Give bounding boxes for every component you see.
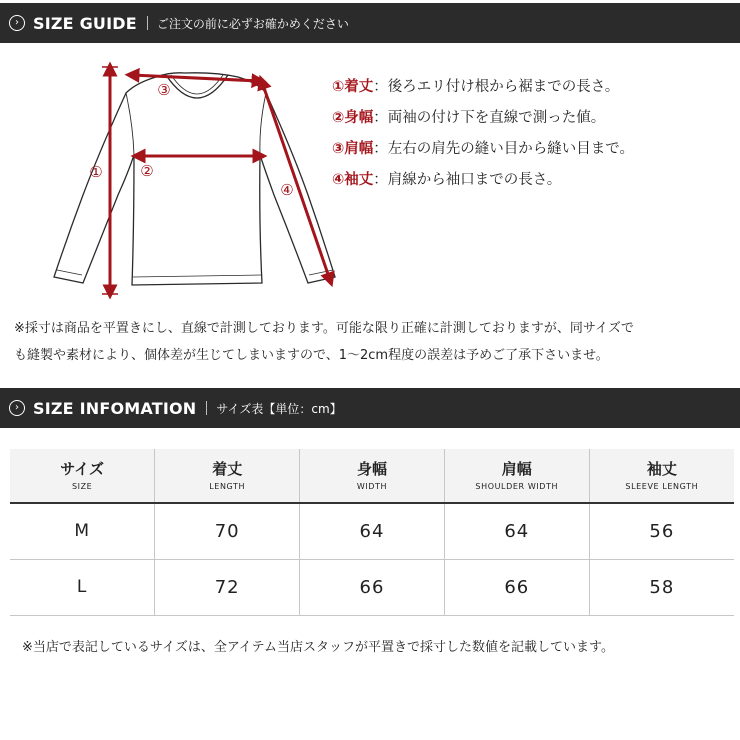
- garment-diagram: [40, 55, 340, 305]
- legend-item-length: ①着丈 ：後ろエリ付け根から裾までの長さ。: [332, 79, 620, 95]
- cell-shoulder-width: 66: [444, 559, 589, 615]
- table-row: [10, 503, 734, 559]
- size-table-header-row: [10, 449, 734, 503]
- size-information-title: SIZE INFOMATION: [33, 398, 197, 418]
- measurement-note: [14, 315, 734, 369]
- size-guide-subtitle: ご注文の前に必ずお確かめください: [156, 16, 349, 31]
- label-length: ①: [89, 163, 103, 181]
- size-information-header: [0, 388, 740, 428]
- long-sleeve-shirt-illustration: [40, 55, 340, 305]
- header-sleeve-length: 袖丈 SLEEVE LENGTH: [589, 449, 734, 503]
- table-row: [10, 559, 734, 615]
- measurement-note-line-1: ※採寸は商品を平置きにし、直線で計測しております。可能な限り正確に計測しておりますが、同サイズで: [14, 321, 634, 336]
- header-shoulder-width: 肩幅 SHOULDER WIDTH: [444, 449, 589, 503]
- header-divider: [147, 16, 148, 30]
- header-divider: [206, 401, 207, 415]
- legend-item-width: ②身幅 ：両袖の付け下を直線で測った値。: [332, 110, 606, 126]
- cell-size: M: [10, 503, 155, 559]
- header-size: サイズ SIZE: [10, 449, 155, 503]
- chevron-right-icon: ›: [9, 15, 25, 31]
- cell-width: 66: [300, 559, 445, 615]
- cell-size: L: [10, 559, 155, 615]
- chevron-right-icon: ›: [9, 400, 25, 416]
- label-sleeve: ④: [280, 181, 294, 199]
- label-shoulder: ③: [157, 81, 171, 99]
- measurement-legend: [332, 70, 634, 194]
- cell-length: 72: [155, 559, 300, 615]
- cell-length: 70: [155, 503, 300, 559]
- header-length: 着丈 LENGTH: [155, 449, 300, 503]
- size-guide-header: [0, 3, 740, 43]
- measurement-note-line-2: も縫製や素材により、個体差が生じてしまいますので、1〜2cm程度の誤差は予めご了承下さいませ。: [14, 348, 609, 363]
- size-table: [10, 449, 734, 616]
- cell-width: 64: [300, 503, 445, 559]
- cell-sleeve-length: 56: [589, 503, 734, 559]
- legend-item-sleeve: ④袖丈 ：肩線から袖口までの長さ。: [332, 172, 562, 188]
- size-information-subtitle: サイズ表【単位：cm】: [216, 401, 342, 416]
- size-guide-title: SIZE GUIDE: [33, 13, 137, 33]
- header-width: 身幅 WIDTH: [300, 449, 445, 503]
- cell-sleeve-length: 58: [589, 559, 734, 615]
- footer-note: ※当店で表記しているサイズは、全アイテム当店スタッフが平置きで採寸した数値を記載しています。: [22, 640, 614, 655]
- legend-item-shoulder: ③肩幅 ：左右の肩先の縫い目から縫い目まで。: [332, 141, 634, 157]
- cell-shoulder-width: 64: [444, 503, 589, 559]
- label-width: ②: [140, 162, 154, 180]
